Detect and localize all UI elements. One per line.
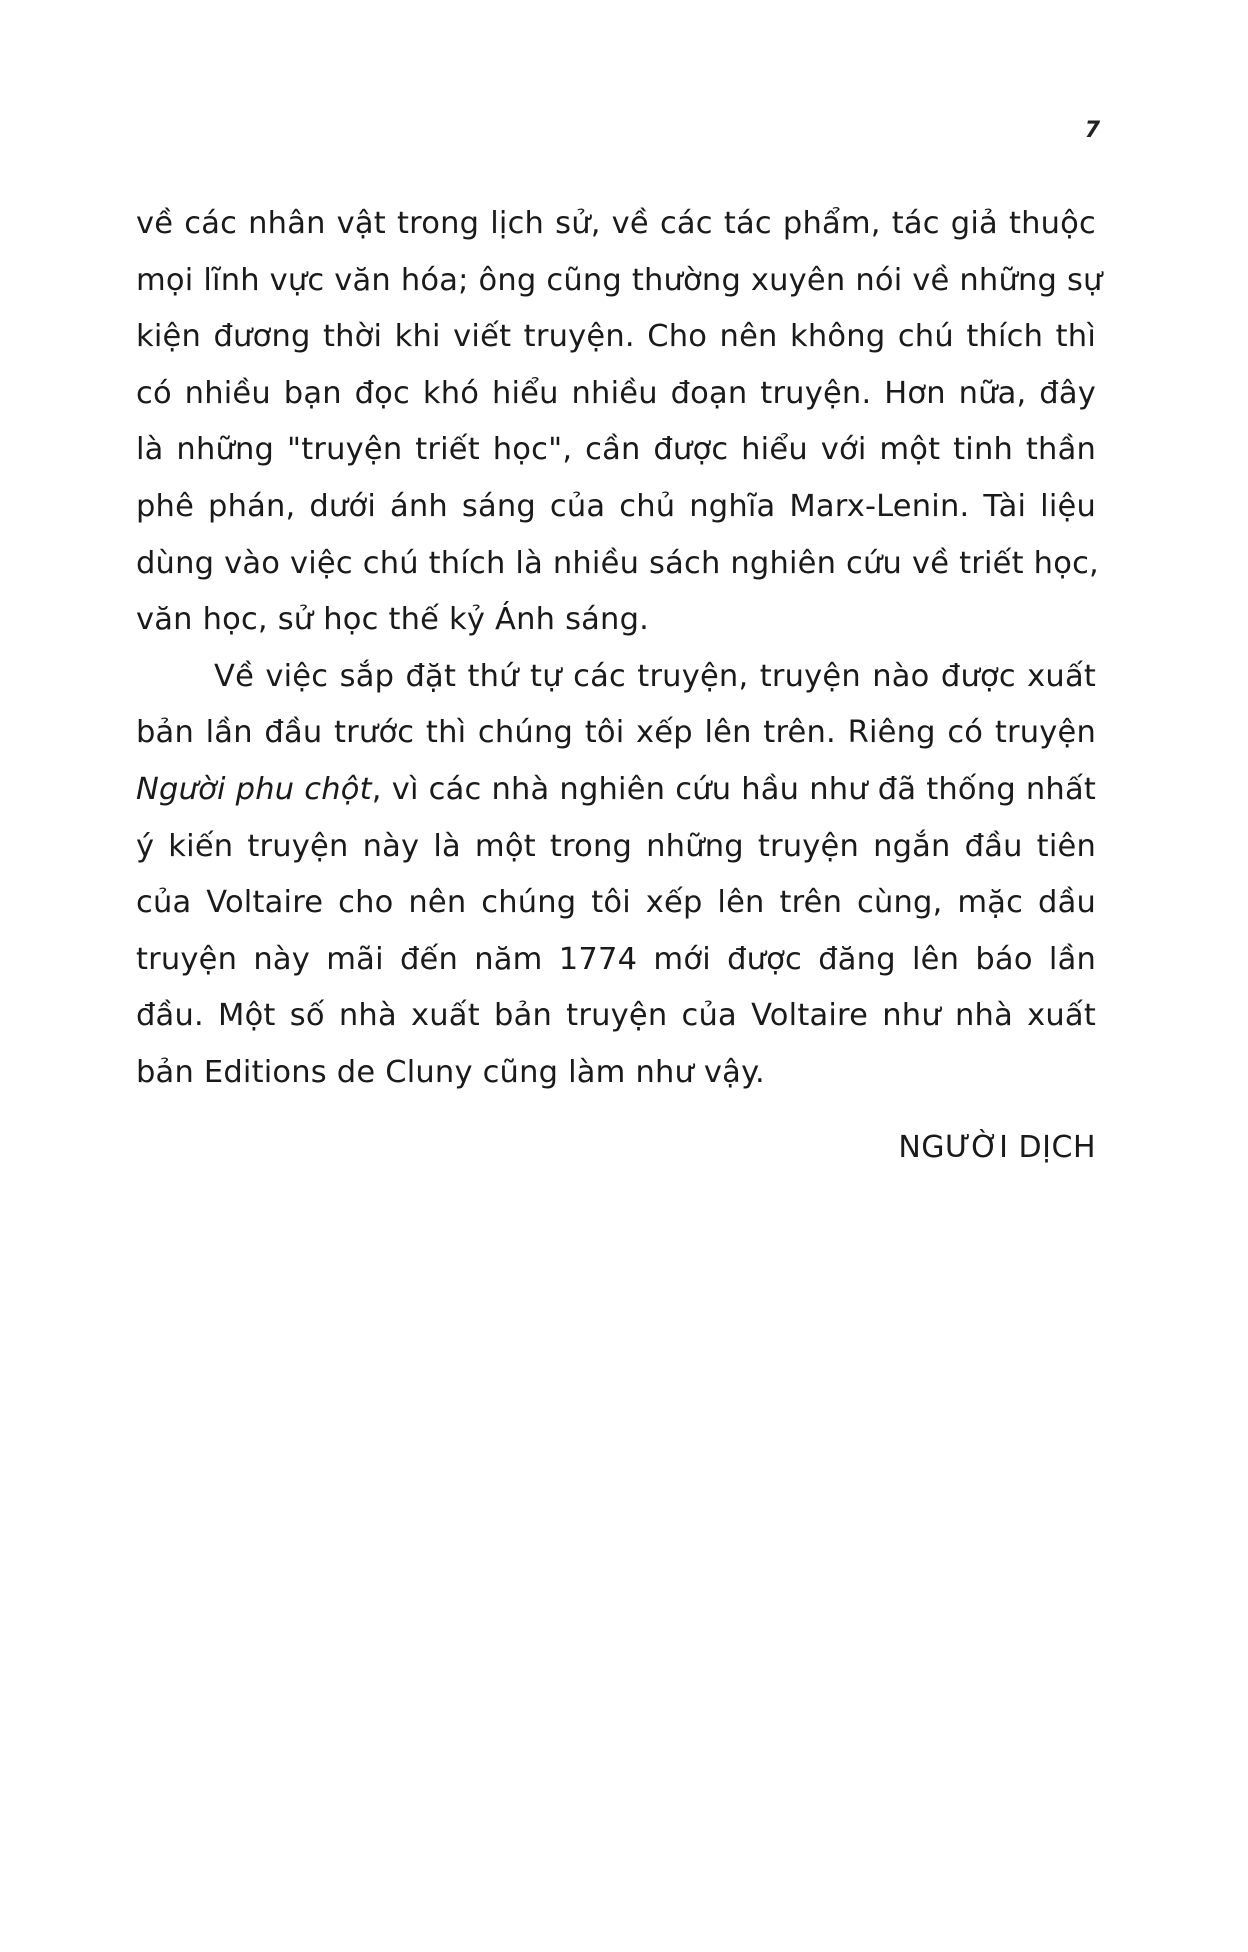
paragraph-line: dùng vào việc chú thích là nhiều sách nghiên cứu về triết học, <box>136 545 1099 581</box>
page-number: 7 <box>1084 118 1100 143</box>
paragraph-2 <box>136 649 1096 1102</box>
paragraph-line: có nhiều bạn đọc khó hiểu nhiều đoạn truyện. Hơn nữa, đây <box>136 375 1096 411</box>
paragraph-line: văn học, sử học thế kỷ Ánh sáng. <box>136 602 650 638</box>
translator-signature: NGƯỜI DỊCH <box>898 1130 1096 1165</box>
story-title-italic: Người phu chột <box>136 771 372 807</box>
paragraph-line: của Voltaire cho nên chúng tôi xếp lên trên cùng, mặc dầu <box>136 885 1096 921</box>
paragraph-line: về các nhân vật trong lịch sử, về các tác phẩm, tác giả thuộc <box>136 206 1096 241</box>
paragraph-line: ý kiến truyện này là một trong những truyện ngắn đầu tiên <box>136 828 1096 864</box>
paragraph-1 <box>136 196 1103 649</box>
body-text <box>136 196 1103 1102</box>
paragraph-line-rest: , vì các nhà nghiên cứu hầu như đã thống nhất <box>371 771 1096 807</box>
paragraph-line: đầu. Một số nhà xuất bản truyện của Voltaire như nhà xuất <box>136 998 1096 1034</box>
paragraph-line: bản lần đầu trước thì chúng tôi xếp lên trên. Riêng có truyện <box>136 715 1096 751</box>
paragraph-line: Về việc sắp đặt thứ tự các truyện, truyện nào được xuất <box>214 658 1096 694</box>
paragraph-line: phê phán, dưới ánh sáng của chủ nghĩa Marx-Lenin. Tài liệu <box>136 488 1096 524</box>
paragraph-line: mọi lĩnh vực văn hóa; ông cũng thường xuyên nói về những sự <box>136 262 1103 298</box>
paragraph-line: truyện này mãi đến năm 1774 mới được đăng lên báo lần <box>136 941 1096 977</box>
paragraph-line: bản Editions de Cluny cũng làm như vậy. <box>136 1054 765 1090</box>
paragraph-line: là những "truyện triết học", cần được hiểu với một tinh thần <box>136 432 1096 468</box>
paragraph-line <box>136 762 1096 819</box>
paragraph-line: kiện đương thời khi viết truyện. Cho nên không chú thích thì <box>136 319 1096 355</box>
